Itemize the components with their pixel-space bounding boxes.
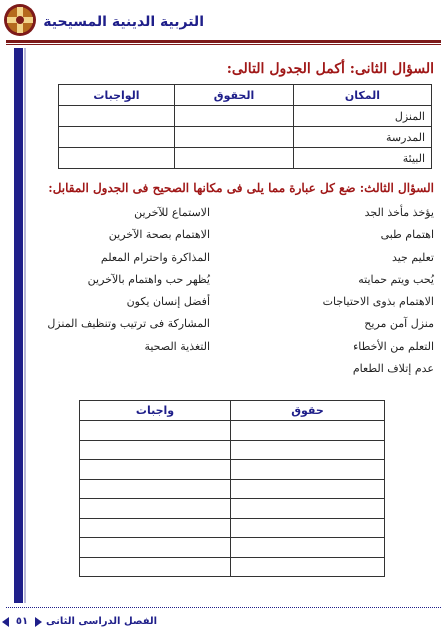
q3-answer-cell[interactable]	[231, 538, 385, 558]
q3-item: الاستماع للآخرين	[134, 206, 210, 219]
q3-answer-cell[interactable]	[80, 518, 231, 538]
q3-answer-cell[interactable]	[80, 499, 231, 519]
q3-header-duties: واجبات	[80, 401, 231, 421]
q2-row-label: المدرسة	[294, 127, 432, 148]
q2-answer-cell[interactable]	[59, 148, 175, 169]
q3-answer-cell[interactable]	[231, 440, 385, 460]
q3-item: يُحب ويتم حمايته	[358, 272, 434, 286]
q3-answer-cell[interactable]	[80, 460, 231, 480]
q3-answer-cell[interactable]	[231, 518, 385, 538]
arrow-left-icon	[2, 617, 9, 627]
q3-answer-cell[interactable]	[231, 557, 385, 577]
q3-answer-cell[interactable]	[80, 479, 231, 499]
q2-header-duties: الواجبات	[59, 85, 175, 106]
q3-item: أفضل إنسان يكون	[126, 295, 210, 309]
q3-answer-cell[interactable]	[231, 479, 385, 499]
q2-header-place: المكان	[294, 85, 432, 106]
question-3-title: السؤال الثالث: ضع كل عبارة مما يلى فى مكانها الصحيح فى الجدول المقابل:	[48, 181, 434, 195]
q3-answer-cell[interactable]	[231, 499, 385, 519]
arrow-right-icon	[35, 617, 42, 627]
q2-answer-cell[interactable]	[59, 106, 175, 127]
book-title: التربية الدينية المسيحية	[43, 14, 204, 30]
q3-items-left	[34, 206, 210, 362]
q2-header-rights: الحقوق	[175, 85, 294, 106]
q3-answer-cell[interactable]	[80, 421, 231, 441]
q3-item: المذاكرة واحترام المعلم	[100, 250, 210, 264]
page-number: ٥١	[15, 616, 29, 627]
q3-header-rights: حقوق	[231, 401, 385, 421]
q2-row-label: البيئة	[294, 148, 432, 169]
side-bar-accent	[24, 48, 26, 603]
q3-item: الاهتمام بذوى الاحتياجات	[322, 295, 434, 309]
q3-item: منزل آمن مريح	[364, 317, 434, 331]
q3-answer-cell[interactable]	[80, 538, 231, 558]
footer-rule	[6, 607, 441, 609]
q3-item: اهتمام طبى	[380, 228, 434, 242]
term-label: الفصل الدراسى الثانى	[46, 616, 158, 627]
q3-item: تعليم جيد	[391, 250, 434, 264]
q3-table	[79, 400, 385, 577]
q3-item: يُظهر حب واهتمام بالآخرين	[87, 272, 210, 286]
header-rule-thin	[6, 44, 441, 45]
side-bar	[14, 48, 23, 603]
q3-item: التغذية الصحية	[144, 339, 210, 353]
q2-answer-cell[interactable]	[175, 127, 294, 148]
q3-answer-cell[interactable]	[231, 421, 385, 441]
q2-answer-cell[interactable]	[59, 127, 175, 148]
q3-item: التعلم من الأخطاء	[353, 339, 434, 353]
q2-answer-cell[interactable]	[175, 148, 294, 169]
q2-answer-cell[interactable]	[175, 106, 294, 127]
coptic-cross-logo	[2, 2, 38, 38]
header-rule	[6, 40, 441, 43]
q2-row-label: المنزل	[294, 106, 432, 127]
q3-answer-cell[interactable]	[231, 460, 385, 480]
question-2-title: السؤال الثانى: أكمل الجدول التالى:	[226, 61, 434, 77]
q3-item: المشاركة فى ترتيب وتنظيف المنزل	[47, 317, 210, 331]
q3-item: يؤخذ مأخذ الجد	[364, 206, 434, 219]
q2-table	[58, 84, 432, 169]
q3-item: عدم إتلاف الطعام	[352, 362, 434, 376]
q3-items-right	[246, 206, 434, 384]
q3-answer-cell[interactable]	[80, 440, 231, 460]
q3-answer-cell[interactable]	[80, 557, 231, 577]
q3-item: الاهتمام بصحة الآخرين	[108, 228, 210, 242]
